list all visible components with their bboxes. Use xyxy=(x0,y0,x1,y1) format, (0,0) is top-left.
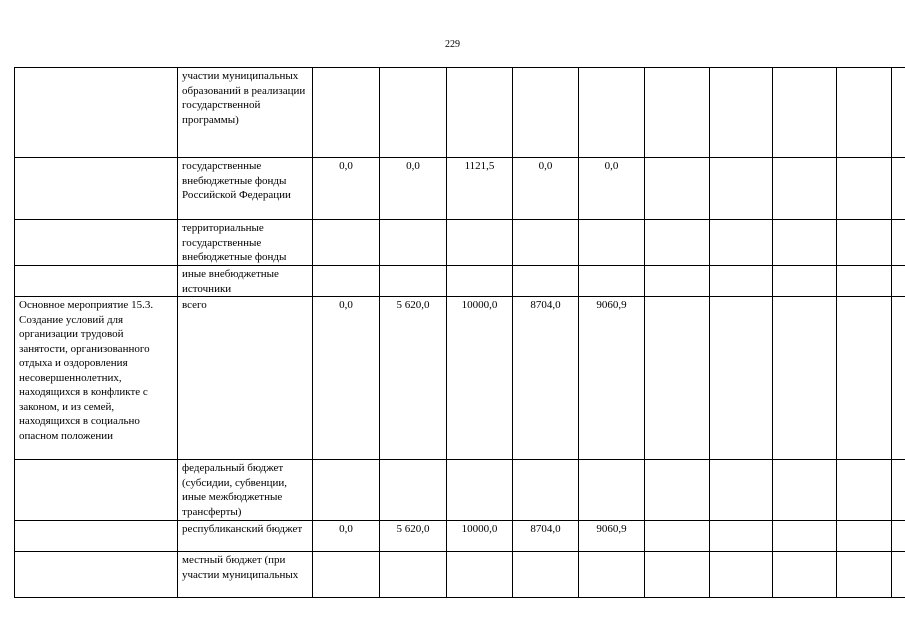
value-cell: 0,0 xyxy=(380,158,447,220)
value-cell xyxy=(837,297,892,460)
source-cell: иные внебюджетные источники xyxy=(178,266,313,297)
value-cell xyxy=(773,552,837,598)
measure-cell xyxy=(15,552,178,598)
value-cell: 0,0 xyxy=(313,297,380,460)
value-cell: 0,0 xyxy=(579,158,645,220)
value-cell xyxy=(773,158,837,220)
value-cell xyxy=(892,521,905,552)
value-cell xyxy=(513,266,579,297)
value-cell xyxy=(710,158,773,220)
measure-cell: Основное мероприятие 15.3. Создание условий для организации трудовой занятости, организованного отдыха и оздоровления несовершеннолетних, находящихся в конфликте с законом, и из семей, находящихся в социально опасном положении xyxy=(15,297,178,460)
source-cell: местный бюджет (при участии муниципальных xyxy=(178,552,313,598)
value-cell: 0,0 xyxy=(313,158,380,220)
value-cell xyxy=(837,266,892,297)
source-cell: участии муниципальных образований в реализации государственной программы) xyxy=(178,68,313,158)
value-cell: 10000,0 xyxy=(447,297,513,460)
page-number: 229 xyxy=(445,39,460,50)
value-cell xyxy=(892,158,905,220)
measure-cell xyxy=(15,158,178,220)
value-cell xyxy=(313,552,380,598)
value-cell xyxy=(579,266,645,297)
table-row xyxy=(15,552,905,598)
value-cell: 0,0 xyxy=(513,158,579,220)
value-cell xyxy=(447,68,513,158)
value-cell xyxy=(710,297,773,460)
value-cell xyxy=(380,220,447,266)
value-cell xyxy=(645,68,710,158)
value-cell xyxy=(447,266,513,297)
value-cell: 10000,0 xyxy=(447,521,513,552)
value-cell xyxy=(579,552,645,598)
value-cell xyxy=(773,460,837,521)
value-cell xyxy=(313,460,380,521)
value-cell xyxy=(447,552,513,598)
value-cell xyxy=(513,220,579,266)
value-cell xyxy=(380,68,447,158)
value-cell xyxy=(710,220,773,266)
measure-cell xyxy=(15,266,178,297)
measure-cell xyxy=(15,220,178,266)
value-cell: 0,0 xyxy=(313,521,380,552)
value-cell xyxy=(380,460,447,521)
table-row xyxy=(15,266,905,297)
measure-cell xyxy=(15,68,178,158)
value-cell xyxy=(579,68,645,158)
measure-cell xyxy=(15,521,178,552)
measure-cell xyxy=(15,460,178,521)
value-cell xyxy=(579,460,645,521)
value-cell xyxy=(837,68,892,158)
value-cell xyxy=(837,552,892,598)
value-cell xyxy=(837,220,892,266)
value-cell xyxy=(710,521,773,552)
value-cell xyxy=(645,158,710,220)
value-cell xyxy=(513,460,579,521)
table-body xyxy=(15,68,905,598)
value-cell xyxy=(380,266,447,297)
table-row xyxy=(15,68,905,158)
value-cell xyxy=(837,521,892,552)
value-cell xyxy=(313,68,380,158)
value-cell xyxy=(710,68,773,158)
value-cell: 8704,0 xyxy=(513,521,579,552)
value-cell xyxy=(447,220,513,266)
value-cell xyxy=(645,220,710,266)
value-cell xyxy=(837,158,892,220)
table-row xyxy=(15,460,905,521)
value-cell xyxy=(645,297,710,460)
value-cell xyxy=(645,552,710,598)
value-cell xyxy=(645,266,710,297)
value-cell: 9060,9 xyxy=(579,521,645,552)
value-cell: 5 620,0 xyxy=(380,297,447,460)
value-cell: 9060,9 xyxy=(579,297,645,460)
value-cell xyxy=(773,68,837,158)
source-cell: республиканский бюджет xyxy=(178,521,313,552)
value-cell xyxy=(513,552,579,598)
value-cell: 1121,5 xyxy=(447,158,513,220)
table-row xyxy=(15,158,905,220)
source-cell: всего xyxy=(178,297,313,460)
source-cell: федеральный бюджет (субсидии, субвенции, иные межбюджетные трансферты) xyxy=(178,460,313,521)
value-cell xyxy=(773,297,837,460)
value-cell: 8704,0 xyxy=(513,297,579,460)
table-row xyxy=(15,521,905,552)
value-cell xyxy=(892,266,905,297)
value-cell xyxy=(892,297,905,460)
value-cell xyxy=(313,220,380,266)
value-cell xyxy=(773,266,837,297)
table-row xyxy=(15,220,905,266)
table-row xyxy=(15,297,905,460)
value-cell xyxy=(313,266,380,297)
value-cell xyxy=(513,68,579,158)
value-cell xyxy=(892,552,905,598)
source-cell: государственные внебюджетные фонды Российской Федерации xyxy=(178,158,313,220)
value-cell xyxy=(892,220,905,266)
source-cell: территориальные государственные внебюджетные фонды xyxy=(178,220,313,266)
value-cell xyxy=(892,460,905,521)
value-cell xyxy=(837,460,892,521)
value-cell xyxy=(710,460,773,521)
value-cell xyxy=(645,521,710,552)
value-cell xyxy=(645,460,710,521)
value-cell xyxy=(579,220,645,266)
value-cell xyxy=(447,460,513,521)
budget-table xyxy=(14,67,905,598)
value-cell xyxy=(773,521,837,552)
value-cell xyxy=(710,266,773,297)
value-cell xyxy=(710,552,773,598)
value-cell xyxy=(380,552,447,598)
value-cell: 5 620,0 xyxy=(380,521,447,552)
value-cell xyxy=(773,220,837,266)
value-cell xyxy=(892,68,905,158)
